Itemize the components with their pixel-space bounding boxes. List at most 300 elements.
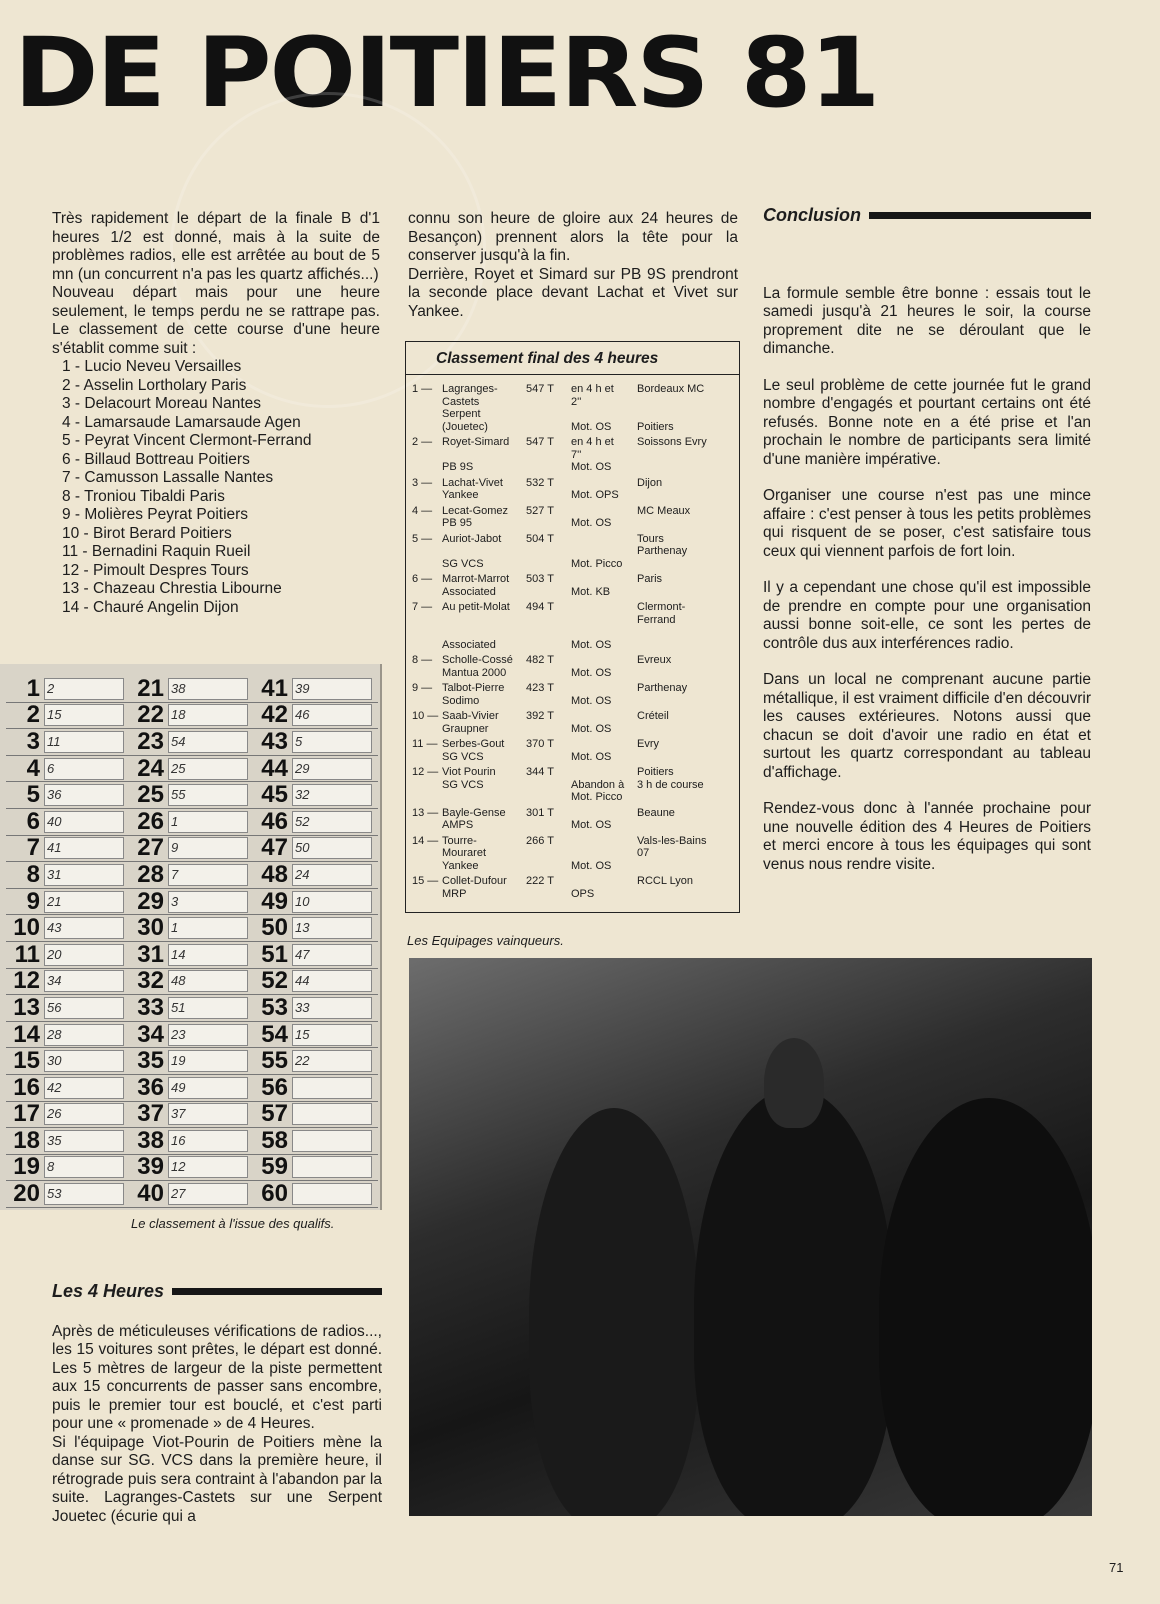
table-cell-place: Beaune (637, 806, 675, 819)
board-slot (130, 676, 254, 703)
table-row (412, 835, 733, 873)
list-item: 8 - Troniou Tibaldi Paris (62, 487, 225, 505)
table-row (412, 738, 733, 763)
slot-number: 56 (261, 1073, 288, 1101)
slot-card: 46 (292, 704, 372, 726)
table-cell-time: en 4 h et 7'' Mot. OS (571, 436, 614, 473)
table-cell-laps: 504 T (526, 532, 554, 545)
board-slot (254, 1128, 378, 1155)
slot-number: 50 (261, 914, 288, 942)
slot-number: 45 (261, 781, 288, 809)
person-figure (529, 1108, 699, 1516)
slot-card: 34 (44, 970, 124, 992)
slot-number: 52 (261, 967, 288, 995)
list-item: 4 - Lamarsaude Lamarsaude Agen (62, 413, 301, 431)
slot-number: 11 (14, 940, 40, 968)
board-slot (254, 809, 378, 836)
list-item: 13 - Chazeau Chrestia Libourne (62, 580, 282, 597)
table-cell-place: Vals-les-Bains 07 (637, 834, 707, 859)
table-cell-time: Mot. OPS (571, 489, 619, 501)
slot-card: 8 (44, 1156, 124, 1178)
list-item: 10 - Birot Berard Poitiers (62, 524, 232, 542)
paragraph: Si l'équipage Viot-Pourin de Poitiers mène la danse sur SG. VCS dans la première heure, il rétrograde puis sera contraint à l'abandon par la suite. Lagranges-Castets sur une Serpent Jouetec (écurie qui a (52, 1433, 382, 1525)
slot-number: 13 (13, 993, 40, 1021)
slot-number: 57 (261, 1100, 288, 1128)
slot-number: 26 (137, 807, 164, 835)
slot-card: 39 (292, 678, 372, 700)
table-cell-time: Mot. OS (571, 517, 612, 529)
slot-card: 23 (168, 1024, 248, 1046)
slot-card: 56 (44, 997, 124, 1019)
page-title: DE POITIERS 81 (14, 17, 879, 129)
table-row (412, 766, 733, 804)
table-cell-laps: 503 T (526, 573, 554, 585)
table-cell-team: Lecat-Gomez PB 95 (442, 504, 509, 529)
slot-card: 29 (292, 758, 372, 780)
board-slot (6, 1155, 130, 1182)
list-item: 11 - Bernadini Raquin Rueil (62, 543, 251, 560)
table-cell-rank: 8 — (412, 654, 433, 666)
slot-card: 33 (292, 997, 372, 1019)
slot-number: 53 (261, 993, 288, 1021)
table-cell-laps: 527 T (526, 504, 554, 517)
board-slot (254, 729, 378, 756)
table-cell-place: Evreux (637, 654, 672, 666)
board-slot (130, 703, 254, 730)
slot-card: 28 (44, 1024, 124, 1046)
table-cell-laps: 392 T (526, 710, 554, 722)
table-body (406, 375, 739, 900)
paragraph: Derrière, Royet et Simard sur PB 9S prendront la seconde place devant Lachat et Vivet sur Yankee. (408, 265, 738, 320)
slot-card (292, 1103, 372, 1125)
table-row (412, 601, 733, 651)
slot-number: 48 (261, 860, 288, 888)
table-title: Classement final des 4 heures (406, 342, 739, 375)
table-row (412, 477, 733, 502)
board-slot (130, 1155, 254, 1182)
table-cell-place: Paris (637, 573, 663, 585)
table-cell-place: Parthenay (637, 682, 688, 694)
board-slot (254, 942, 378, 969)
column-2 (408, 210, 738, 321)
board-slot (254, 782, 378, 809)
paragraph: Organiser une course n'est pas une mince affaire : c'est penser à tous les petits problèmes qui risquent de se poser, c'est satisfaire tous ceux qui viennent parfois de fort loin. (763, 487, 1091, 560)
table-cell-rank: 3 — (412, 476, 433, 489)
slot-card: 41 (44, 837, 124, 859)
table-row (412, 807, 733, 832)
board-slot (254, 1181, 378, 1208)
slot-number: 3 (26, 727, 40, 755)
column-1 (52, 210, 380, 617)
paragraph: Nouveau départ mais pour une heure seulement, le temps perdu ne se rattrape pas. Le classement de cette course d'une heure s'établit comme suit : (52, 284, 380, 357)
table-cell-time: OPS (571, 887, 595, 900)
slot-card: 14 (168, 944, 248, 966)
slot-number: 46 (261, 807, 288, 835)
section-heading (763, 206, 1091, 225)
table-row (412, 436, 733, 474)
slot-card: 30 (44, 1050, 124, 1072)
table-cell-rank: 13 — (412, 806, 439, 819)
table-cell-time: en 4 h et 2'' Mot. OS (571, 383, 614, 433)
slot-number: 17 (13, 1100, 40, 1128)
board-slot (6, 1048, 130, 1075)
slot-number: 47 (261, 834, 288, 862)
table-cell-place: Dijon (637, 476, 663, 489)
slot-number: 34 (137, 1020, 164, 1048)
slot-number: 37 (137, 1100, 164, 1128)
board-slot (254, 1075, 378, 1102)
slot-number: 6 (26, 807, 40, 835)
table-row (412, 682, 733, 707)
slot-number: 39 (137, 1153, 164, 1181)
table-cell-laps: 266 T (526, 834, 554, 847)
board-slot (254, 862, 378, 889)
board-slot (130, 1128, 254, 1155)
table-cell-team: Serbes-Gout SG VCS (442, 738, 505, 763)
table-cell-team: Talbot-Pierre Sodimo (442, 682, 505, 707)
table-cell-place: Créteil (637, 710, 669, 722)
slot-number: 7 (26, 834, 40, 862)
slot-card: 48 (168, 970, 248, 992)
table-cell-place: Soissons Evry (637, 436, 707, 448)
slot-card: 16 (168, 1130, 248, 1152)
table-cell-time: Mot. Picco (571, 557, 623, 570)
slot-number: 14 (13, 1020, 40, 1048)
slot-card: 35 (44, 1130, 124, 1152)
slot-card: 22 (292, 1050, 372, 1072)
table-cell-time: Mot. OS (571, 666, 612, 679)
table-cell-laps: 423 T (526, 682, 554, 694)
board-slot (6, 676, 130, 703)
board-slot (6, 942, 130, 969)
table-cell-place: RCCL Lyon (637, 875, 694, 887)
slot-card: 1 (168, 917, 248, 939)
slot-card: 52 (292, 811, 372, 833)
table-cell-place: Poitiers 3 h de course (637, 766, 704, 791)
slot-number: 55 (261, 1047, 288, 1075)
slot-number: 24 (137, 754, 164, 782)
table-cell-rank: 7 — (412, 601, 433, 613)
list-item: 5 - Peyrat Vincent Clermont-Ferrand (62, 432, 312, 449)
table-cell-rank: 10 — (412, 710, 439, 722)
slot-card: 37 (168, 1103, 248, 1125)
table-cell-rank: 4 — (412, 504, 433, 517)
slot-number: 9 (26, 887, 40, 915)
board-slot (6, 915, 130, 942)
table-cell-rank: 11 — (412, 738, 438, 750)
table-cell-place: MC Meaux (637, 504, 691, 517)
slot-card: 54 (168, 731, 248, 753)
slot-card: 42 (44, 1077, 124, 1099)
board-slot (130, 782, 254, 809)
slot-number: 35 (137, 1047, 164, 1075)
qualification-board-photo (0, 664, 382, 1210)
paragraph: Après de méticuleuses vérifications de radios..., les 15 voitures sont prêtes, le départ est donné. Les 5 mètres de largeur de la piste permettent aux 15 concurrents de passer sans encombre, puis le premier tour est bouclé, et c'est parti pour une « promenade » de 4 Heures. (52, 1322, 382, 1432)
board-slot (130, 862, 254, 889)
board-slot (254, 703, 378, 730)
heading-rule (869, 212, 1091, 219)
board-slot (6, 1075, 130, 1102)
slot-number: 28 (137, 860, 164, 888)
slot-card: 24 (292, 864, 372, 886)
slot-card: 53 (44, 1183, 124, 1205)
slot-number: 4 (26, 754, 40, 782)
slot-card (292, 1130, 372, 1152)
board-slot (6, 1181, 130, 1208)
table-cell-rank: 5 — (412, 532, 433, 545)
board-slot (130, 942, 254, 969)
slot-number: 58 (261, 1126, 288, 1154)
board-slot (6, 1102, 130, 1129)
table-cell-rank: 9 — (412, 682, 433, 694)
slot-card: 19 (168, 1050, 248, 1072)
board-slot (254, 836, 378, 863)
final-ranking-table (405, 341, 740, 913)
slot-card: 9 (168, 837, 248, 859)
list-item: 3 - Delacourt Moreau Nantes (62, 395, 262, 412)
slot-number: 12 (13, 967, 40, 995)
board-slot (130, 756, 254, 783)
heading-text: Conclusion (763, 205, 861, 225)
slot-card: 27 (168, 1183, 248, 1205)
slot-card: 38 (168, 678, 248, 700)
table-cell-time: Mot. KB (571, 585, 611, 598)
board-slot (6, 836, 130, 863)
table-cell-rank: 1 — (412, 383, 433, 395)
table-cell-laps: 494 T (526, 601, 554, 613)
board-slot (130, 1075, 254, 1102)
table-cell-place: Tours Parthenay (637, 532, 688, 557)
slot-number: 27 (137, 834, 164, 862)
table-cell-time: Mot. OS (571, 694, 612, 707)
board-slot (254, 915, 378, 942)
page-number: 71 (1109, 1560, 1124, 1575)
slot-number: 8 (26, 860, 40, 888)
board-slot (130, 1102, 254, 1129)
heading-text: Les 4 Heures (52, 1281, 165, 1301)
board-slot (6, 969, 130, 996)
list-item: 1 - Lucio Neveu Versailles (62, 358, 242, 375)
table-cell-team: Auriot-Jabot SG VCS (442, 532, 502, 570)
slot-number: 33 (137, 993, 164, 1021)
board-slot (6, 1128, 130, 1155)
board-slot (130, 995, 254, 1022)
board-slot (130, 1022, 254, 1049)
person-figure (764, 1038, 824, 1128)
paragraph: Il y a cependant une chose qu'il est impossible de prendre en compte pour une organisation aussi bonne soit-elle, ce sont les pertes de contrôle dus aux interférences radio. (763, 579, 1091, 652)
slot-card: 31 (44, 864, 124, 886)
paragraph: Dans un local ne comprenant aucune partie métallique, il est vraiment difficile d'en découvrir les causes extérieures. Notons aussi que chacun se doit d'avoir une radio en état et surtout les quartz correspondant au tableau d'affichage. (763, 671, 1091, 781)
slot-card: 40 (44, 811, 124, 833)
paragraph: Très rapidement le départ de la finale B d'1 heures 1/2 est donné, mais à la suite de problèmes radios, elle est arrêtée au bout de 5 mn (un concurrent n'a pas les quartz affichés...) (52, 210, 380, 283)
table-cell-place: Evry (637, 738, 659, 750)
column-3 (763, 206, 1091, 874)
slot-card: 13 (292, 917, 372, 939)
board-slot (130, 729, 254, 756)
slot-card: 32 (292, 784, 372, 806)
slot-card: 36 (44, 784, 124, 806)
table-cell-time: Mot. OS (571, 638, 612, 651)
table-cell-laps: 547 T (526, 436, 554, 448)
slot-card: 49 (168, 1077, 248, 1099)
board-slot (130, 1181, 254, 1208)
board-slot (130, 969, 254, 996)
winning-teams-photo (409, 958, 1092, 1516)
slot-number: 1 (26, 674, 40, 702)
slot-number: 44 (261, 754, 288, 782)
slot-card: 11 (44, 731, 124, 753)
table-cell-rank: 12 — (412, 766, 439, 778)
table-cell-team: Saab-Vivier Graupner (442, 710, 499, 735)
slot-card: 15 (292, 1024, 372, 1046)
slot-card: 10 (292, 891, 372, 913)
table-cell-place: Clermont- Ferrand (637, 601, 686, 626)
slot-number: 49 (261, 887, 288, 915)
slot-card: 18 (168, 704, 248, 726)
table-cell-team: Viot Pourin SG VCS (442, 766, 496, 791)
slot-number: 22 (137, 701, 164, 729)
table-cell-rank: 6 — (412, 573, 433, 585)
table-cell-time: Abandon à Mot. Picco (571, 778, 625, 803)
table-cell-time: Mot. OS (571, 819, 612, 831)
board-slot (6, 889, 130, 916)
board-slot (254, 889, 378, 916)
board-slot (130, 836, 254, 863)
board-slot (130, 1048, 254, 1075)
slot-card: 3 (168, 891, 248, 913)
slot-card: 20 (44, 944, 124, 966)
list-item: 14 - Chauré Angelin Dijon (62, 598, 239, 616)
slot-number: 42 (261, 701, 288, 729)
slot-card (292, 1077, 372, 1099)
slot-number: 5 (26, 781, 40, 809)
table-cell-laps: 547 T (526, 383, 554, 395)
paragraph: Le seul problème de cette journée fut le grand nombre d'engagés et pourtant certains ont été refusés. Bonne note en a été prise et l'an prochain le nombre de participants sera limité d'une manière impérative. (763, 376, 1091, 468)
slot-number: 23 (137, 727, 164, 755)
table-cell-laps: 344 T (526, 766, 554, 778)
table-cell-laps: 482 T (526, 654, 554, 666)
slot-number: 43 (261, 727, 288, 755)
table-cell-laps: 222 T (526, 875, 554, 887)
slot-number: 31 (137, 940, 164, 968)
slot-number: 16 (13, 1073, 40, 1101)
slot-card: 47 (292, 944, 372, 966)
board-slot (254, 1102, 378, 1129)
board-slot (130, 809, 254, 836)
slot-number: 18 (13, 1126, 40, 1154)
slot-card: 12 (168, 1156, 248, 1178)
slot-card: 1 (168, 811, 248, 833)
slot-card: 26 (44, 1103, 124, 1125)
slot-number: 30 (137, 914, 164, 942)
board-slot (254, 1022, 378, 1049)
slot-card (292, 1183, 372, 1205)
slot-number: 25 (137, 781, 164, 809)
person-figure (694, 1088, 894, 1516)
slot-number: 20 (13, 1180, 40, 1208)
table-cell-team: Lachat-Vivet Yankee (442, 476, 503, 501)
slot-card: 5 (292, 731, 372, 753)
ranking-list (52, 358, 380, 617)
slot-number: 29 (137, 887, 164, 915)
paragraph: connu son heure de gloire aux 24 heures de Besançon) prennent alors la tête pour la conserver jusqu'à la fin. (408, 210, 738, 264)
board-slot (6, 809, 130, 836)
person-figure (879, 1098, 1092, 1516)
table-cell-team: Royet-Simard PB 9S (442, 436, 510, 473)
slot-number: 15 (13, 1047, 40, 1075)
slot-card: 51 (168, 997, 248, 1019)
table-cell-rank: 15 — (412, 875, 439, 887)
heading-rule (172, 1288, 382, 1295)
slot-card: 15 (44, 704, 124, 726)
table-cell-team: Lagranges- Castets Serpent (Jouetec) (442, 383, 498, 433)
board-caption: Le classement à l'issue des qualifs. (131, 1216, 335, 1231)
slot-card: 44 (292, 970, 372, 992)
board-slot (6, 782, 130, 809)
slot-card: 55 (168, 784, 248, 806)
slot-number: 40 (137, 1180, 164, 1208)
section-heading (52, 1282, 382, 1301)
board-slot (6, 756, 130, 783)
table-row (412, 383, 733, 433)
board-slot (254, 969, 378, 996)
slot-number: 59 (261, 1153, 288, 1181)
board-slot (254, 1048, 378, 1075)
board-slot (254, 676, 378, 703)
photo-caption: Les Equipages vainqueurs. (407, 933, 564, 948)
table-row (412, 505, 733, 530)
slot-number: 2 (26, 701, 40, 729)
table-cell-rank: 14 — (412, 834, 439, 847)
slot-number: 41 (261, 674, 288, 702)
table-cell-time: Mot. OS (571, 722, 612, 735)
table-cell-team: Tourre- Mouraret Yankee (442, 834, 487, 872)
list-item: 6 - Billaud Bottreau Poitiers (62, 450, 250, 468)
board-slot (6, 1022, 130, 1049)
list-item: 2 - Asselin Lortholary Paris (62, 376, 247, 394)
slot-number: 10 (13, 914, 40, 942)
board-slot (6, 729, 130, 756)
table-cell-team: Scholle-Cossé Mantua 2000 (442, 654, 513, 679)
paragraph: Rendez-vous donc à l'année prochaine pour une nouvelle édition des 4 Heures de Poitiers et merci encore à tous les équipages qui sont venus nous rendre visite. (763, 800, 1091, 873)
board-slot (6, 995, 130, 1022)
slot-number: 21 (137, 674, 164, 702)
slot-card: 43 (44, 917, 124, 939)
table-cell-time: Mot. OS (571, 750, 612, 763)
board-slot (6, 862, 130, 889)
slot-card: 25 (168, 758, 248, 780)
table-cell-team: Bayle-Gense AMPS (442, 806, 506, 831)
board-slot (6, 703, 130, 730)
board-slot (254, 1155, 378, 1182)
slot-number: 38 (137, 1126, 164, 1154)
section-4-heures (52, 1282, 382, 1526)
slot-card: 6 (44, 758, 124, 780)
table-row (412, 654, 733, 679)
table-cell-laps: 532 T (526, 476, 554, 489)
board-slot (130, 915, 254, 942)
table-row (412, 573, 733, 598)
slot-number: 36 (137, 1073, 164, 1101)
table-cell-laps: 301 T (526, 806, 554, 819)
slot-card (292, 1156, 372, 1178)
table-cell-time: Mot. OS (571, 859, 612, 872)
slot-card: 7 (168, 864, 248, 886)
board-slot (254, 995, 378, 1022)
list-item: 12 - Pimoult Despres Tours (62, 561, 249, 579)
slot-card: 21 (44, 891, 124, 913)
board-grid (6, 676, 378, 1208)
